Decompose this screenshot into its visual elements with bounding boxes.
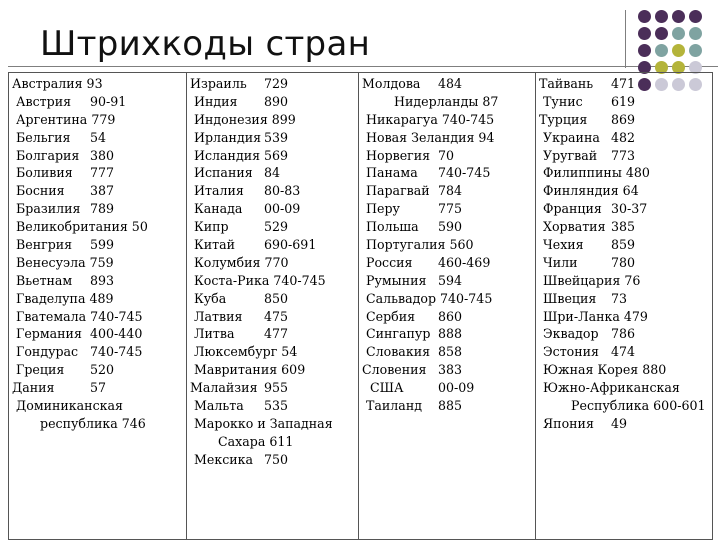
country-name: Гваделупа 489: [12, 290, 114, 306]
country-entry: [539, 290, 712, 308]
country-name: Эстония: [539, 344, 599, 360]
country-name: Колумбия 770: [190, 254, 289, 270]
country-entry: [12, 290, 186, 308]
barcode-code: 482: [611, 129, 636, 145]
barcode-code: 54: [90, 129, 107, 145]
country-entry: [12, 325, 186, 343]
country-name: Боливия: [12, 165, 73, 181]
country-name: Панама: [362, 165, 418, 181]
country-entry: [12, 272, 186, 290]
country-entry: [362, 361, 535, 379]
country-entry: [190, 343, 358, 361]
barcode-code: 590: [438, 219, 463, 235]
country-entry: [539, 236, 712, 254]
country-entry: [362, 325, 535, 343]
country-name: Сербия: [362, 308, 416, 324]
barcode-code: 80-83: [264, 183, 301, 199]
country-entry: [12, 164, 186, 182]
country-entry: [362, 93, 535, 111]
barcode-code: 619: [611, 93, 636, 109]
barcode-code: 777: [90, 165, 115, 181]
country-entry: [190, 361, 358, 379]
country-name: Литва: [190, 326, 235, 342]
country-entry: [362, 254, 535, 272]
country-entry: [362, 182, 535, 200]
country-entry: [539, 129, 712, 147]
barcode-code: 49: [611, 415, 628, 431]
country-column-1: [9, 73, 187, 540]
decor-dot: [672, 27, 685, 40]
country-name: Новая Зеландия 94: [362, 129, 495, 145]
country-entry: [190, 236, 358, 254]
country-entry: [539, 254, 712, 272]
country-name: Коста-Рика 740-745: [190, 272, 326, 288]
country-name: Босния: [12, 183, 65, 199]
barcode-code: 740-745: [90, 344, 143, 360]
country-entry: [12, 218, 186, 236]
country-name: США: [362, 380, 404, 396]
barcode-code: 385: [611, 219, 636, 235]
country-name: Китай: [190, 237, 236, 253]
country-name: Мексика: [190, 451, 254, 467]
country-name: Испания: [190, 165, 253, 181]
country-entry: [539, 182, 712, 200]
country-name: Молдова: [362, 76, 421, 91]
country-entry: [539, 147, 712, 165]
country-name: Ирландия: [190, 129, 262, 145]
barcode-code: 860: [438, 308, 463, 324]
country-name: Вьетнам: [12, 272, 73, 288]
barcode-code: 520: [90, 362, 115, 378]
barcode-code: 775: [438, 201, 463, 217]
barcode-code: 594: [438, 272, 463, 288]
country-entry: [362, 308, 535, 326]
country-name: Никарагуа 740-745: [362, 111, 495, 127]
barcode-code: 380: [90, 147, 115, 163]
decor-dot: [638, 44, 651, 57]
barcode-code: 885: [438, 398, 463, 414]
country-name: Словакия: [362, 344, 431, 360]
decor-dot: [672, 10, 685, 23]
decor-dot: [655, 27, 668, 40]
country-name: Израиль: [190, 76, 247, 91]
barcode-code: 955: [264, 380, 289, 396]
barcode-code: 784: [438, 183, 463, 199]
country-entry: [539, 397, 712, 415]
country-entry: [362, 147, 535, 165]
country-name: Филиппины 480: [539, 165, 650, 181]
country-name: Сингапур: [362, 326, 431, 342]
barcode-code: 859: [611, 237, 636, 253]
barcode-code: 73: [611, 290, 628, 306]
country-name: Чили: [539, 254, 578, 270]
country-entry: [12, 129, 186, 147]
country-entry: [190, 397, 358, 415]
barcode-code: 400-440: [90, 326, 143, 342]
country-name: Гондурас: [12, 344, 79, 360]
country-name: Чехия: [539, 237, 584, 253]
barcode-code: 893: [90, 272, 115, 288]
country-entry: [190, 111, 358, 129]
country-name: Аргентина 779: [12, 111, 116, 127]
country-entry: [12, 236, 186, 254]
country-name: Греция: [12, 362, 65, 378]
country-name: Южная Корея 880: [539, 362, 667, 378]
country-name: Великобритания 50: [12, 219, 148, 235]
barcode-code: 850: [264, 290, 289, 306]
decor-dot: [655, 44, 668, 57]
country-entry: [362, 379, 535, 397]
barcode-code: 00-09: [264, 201, 301, 217]
barcode-code: 70: [438, 147, 455, 163]
country-entry: [539, 325, 712, 343]
country-entry: [362, 111, 535, 129]
barcode-code: 888: [438, 326, 463, 342]
country-entry: [190, 290, 358, 308]
barcode-code: 90-91: [90, 93, 127, 109]
country-name: Латвия: [190, 308, 243, 324]
barcode-code: 773: [611, 147, 636, 163]
country-entry: [539, 415, 712, 433]
country-name: Эквадор: [539, 326, 599, 342]
country-entry: [12, 361, 186, 379]
country-name: Швеция: [539, 290, 597, 306]
country-name: Доминиканская: [12, 398, 123, 414]
country-name: Япония: [539, 415, 594, 431]
country-name: Шри-Ланка 479: [539, 308, 648, 324]
country-name: Венгрия: [12, 237, 73, 253]
country-entry: [539, 93, 712, 111]
country-entry: [190, 164, 358, 182]
barcode-code: 858: [438, 344, 463, 360]
country-entry: [190, 415, 358, 433]
country-name: Малайзия: [190, 380, 258, 396]
country-entry: [190, 129, 358, 147]
barcode-code: 383: [438, 362, 463, 378]
country-entry: [12, 147, 186, 165]
country-name: республика 746: [12, 415, 146, 431]
country-name: Тайвань: [539, 76, 594, 91]
country-entry: [539, 75, 712, 93]
decor-dot: [689, 27, 702, 40]
country-name: Италия: [190, 183, 244, 199]
country-name: Франция: [539, 201, 602, 217]
country-entry: [362, 290, 535, 308]
decor-dot: [638, 27, 651, 40]
country-entry: [539, 272, 712, 290]
country-column-3: [359, 73, 536, 540]
decor-horizontal-line: [8, 66, 718, 67]
country-name: Тунис: [539, 93, 583, 109]
country-column-2: [187, 73, 359, 540]
country-name: Венесуэла 759: [12, 254, 114, 270]
country-entry: [190, 200, 358, 218]
country-entry: [539, 379, 712, 397]
country-name: Исландия: [190, 147, 261, 163]
barcode-code: 780: [611, 254, 636, 270]
decor-dot: [689, 10, 702, 23]
country-entry: [539, 200, 712, 218]
country-entry: [12, 308, 186, 326]
country-entry: [362, 75, 535, 93]
country-entry: [12, 75, 186, 93]
country-entry: [12, 111, 186, 129]
country-name: Украина: [539, 129, 600, 145]
country-entry: [190, 147, 358, 165]
country-entry: [12, 397, 186, 415]
page-title: Штрихкоды стран: [40, 24, 371, 64]
country-entry: [190, 433, 358, 451]
decor-dot: [655, 10, 668, 23]
country-entry: [190, 379, 358, 397]
country-name: Россия: [362, 254, 413, 270]
barcode-code: 890: [264, 93, 289, 109]
country-name: Нидерланды 87: [362, 93, 499, 109]
country-column-4: [536, 73, 713, 540]
country-entry: [190, 182, 358, 200]
country-entry: [539, 308, 712, 326]
country-name: Перу: [362, 201, 400, 217]
barcode-code: 30-37: [611, 201, 648, 217]
country-entry: [362, 218, 535, 236]
country-name: Болгария: [12, 147, 80, 163]
barcode-code: 00-09: [438, 380, 475, 396]
country-entry: [539, 111, 712, 129]
country-entry: [362, 236, 535, 254]
country-barcode-table: [8, 72, 713, 540]
country-name: Таиланд: [362, 398, 422, 414]
barcode-code: 740-745: [438, 165, 491, 181]
country-name: Австрия: [12, 93, 72, 109]
decor-dot: [689, 44, 702, 57]
country-name: Дания: [12, 380, 55, 396]
country-name: Куба: [190, 290, 227, 306]
barcode-code: 529: [264, 219, 289, 235]
country-entry: [12, 415, 186, 433]
country-entry: [190, 254, 358, 272]
decor-vertical-line: [625, 10, 626, 68]
country-entry: [539, 343, 712, 361]
country-entry: [190, 93, 358, 111]
barcode-code: 535: [264, 398, 289, 414]
country-entry: [362, 272, 535, 290]
barcode-code: 471: [611, 76, 636, 91]
barcode-code: 690-691: [264, 237, 317, 253]
barcode-code: 84: [264, 165, 281, 181]
barcode-code: 475: [264, 308, 289, 324]
country-entry: [190, 218, 358, 236]
country-entry: [12, 343, 186, 361]
country-name: Словения: [362, 362, 427, 378]
country-entry: [12, 93, 186, 111]
country-name: Люксембург 54: [190, 344, 298, 360]
country-entry: [190, 451, 358, 469]
country-name: Германия: [12, 326, 82, 342]
barcode-code: 789: [90, 201, 115, 217]
country-entry: [12, 254, 186, 272]
barcode-code: 539: [264, 129, 289, 145]
country-entry: [539, 218, 712, 236]
country-name: Норвегия: [362, 147, 431, 163]
country-name: Кипр: [190, 219, 229, 235]
country-entry: [190, 308, 358, 326]
country-name: Республика 600-601: [539, 398, 706, 414]
country-name: Индонезия 899: [190, 111, 296, 127]
country-name: Австралия 93: [12, 76, 103, 91]
country-entry: [362, 200, 535, 218]
country-entry: [190, 75, 358, 93]
country-entry: [12, 379, 186, 397]
barcode-code: 750: [264, 451, 289, 467]
country-name: Уругвай: [539, 147, 598, 163]
barcode-code: 786: [611, 326, 636, 342]
country-name: Турция: [539, 111, 588, 127]
country-name: Марокко и Западная: [190, 415, 333, 431]
country-name: Индия: [190, 93, 238, 109]
country-entry: [190, 325, 358, 343]
country-name: Мавритания 609: [190, 362, 306, 378]
barcode-code: 599: [90, 237, 115, 253]
country-name: Канада: [190, 201, 243, 217]
country-entry: [539, 164, 712, 182]
barcode-code: 474: [611, 344, 636, 360]
country-name: Финляндия 64: [539, 183, 639, 199]
country-name: Румыния: [362, 272, 427, 288]
country-name: Бразилия: [12, 201, 81, 217]
decor-dot: [672, 44, 685, 57]
country-entry: [12, 182, 186, 200]
barcode-code: 869: [611, 111, 636, 127]
barcode-code: 729: [264, 76, 289, 91]
country-entry: [190, 272, 358, 290]
country-name: Бельгия: [12, 129, 71, 145]
country-entry: [362, 397, 535, 415]
country-name: Южно-Африканская: [539, 380, 680, 396]
country-entry: [362, 343, 535, 361]
country-name: Швейцария 76: [539, 272, 641, 288]
barcode-code: 569: [264, 147, 289, 163]
country-entry: [362, 129, 535, 147]
country-name: Сахара 611: [190, 433, 294, 449]
country-entry: [12, 200, 186, 218]
country-name: Мальта: [190, 398, 244, 414]
country-name: Парагвай: [362, 183, 430, 199]
decor-dot: [638, 10, 651, 23]
country-name: Сальвадор 740-745: [362, 290, 493, 306]
country-name: Гватемала 740-745: [12, 308, 143, 324]
country-name: Португалия 560: [362, 237, 474, 253]
country-name: Польша: [362, 219, 419, 235]
barcode-code: 460-469: [438, 254, 491, 270]
barcode-code: 477: [264, 326, 289, 342]
barcode-code: 387: [90, 183, 115, 199]
country-entry: [539, 361, 712, 379]
country-name: Хорватия: [539, 219, 606, 235]
barcode-code: 484: [438, 76, 463, 91]
barcode-code: 57: [90, 380, 107, 396]
country-entry: [362, 164, 535, 182]
